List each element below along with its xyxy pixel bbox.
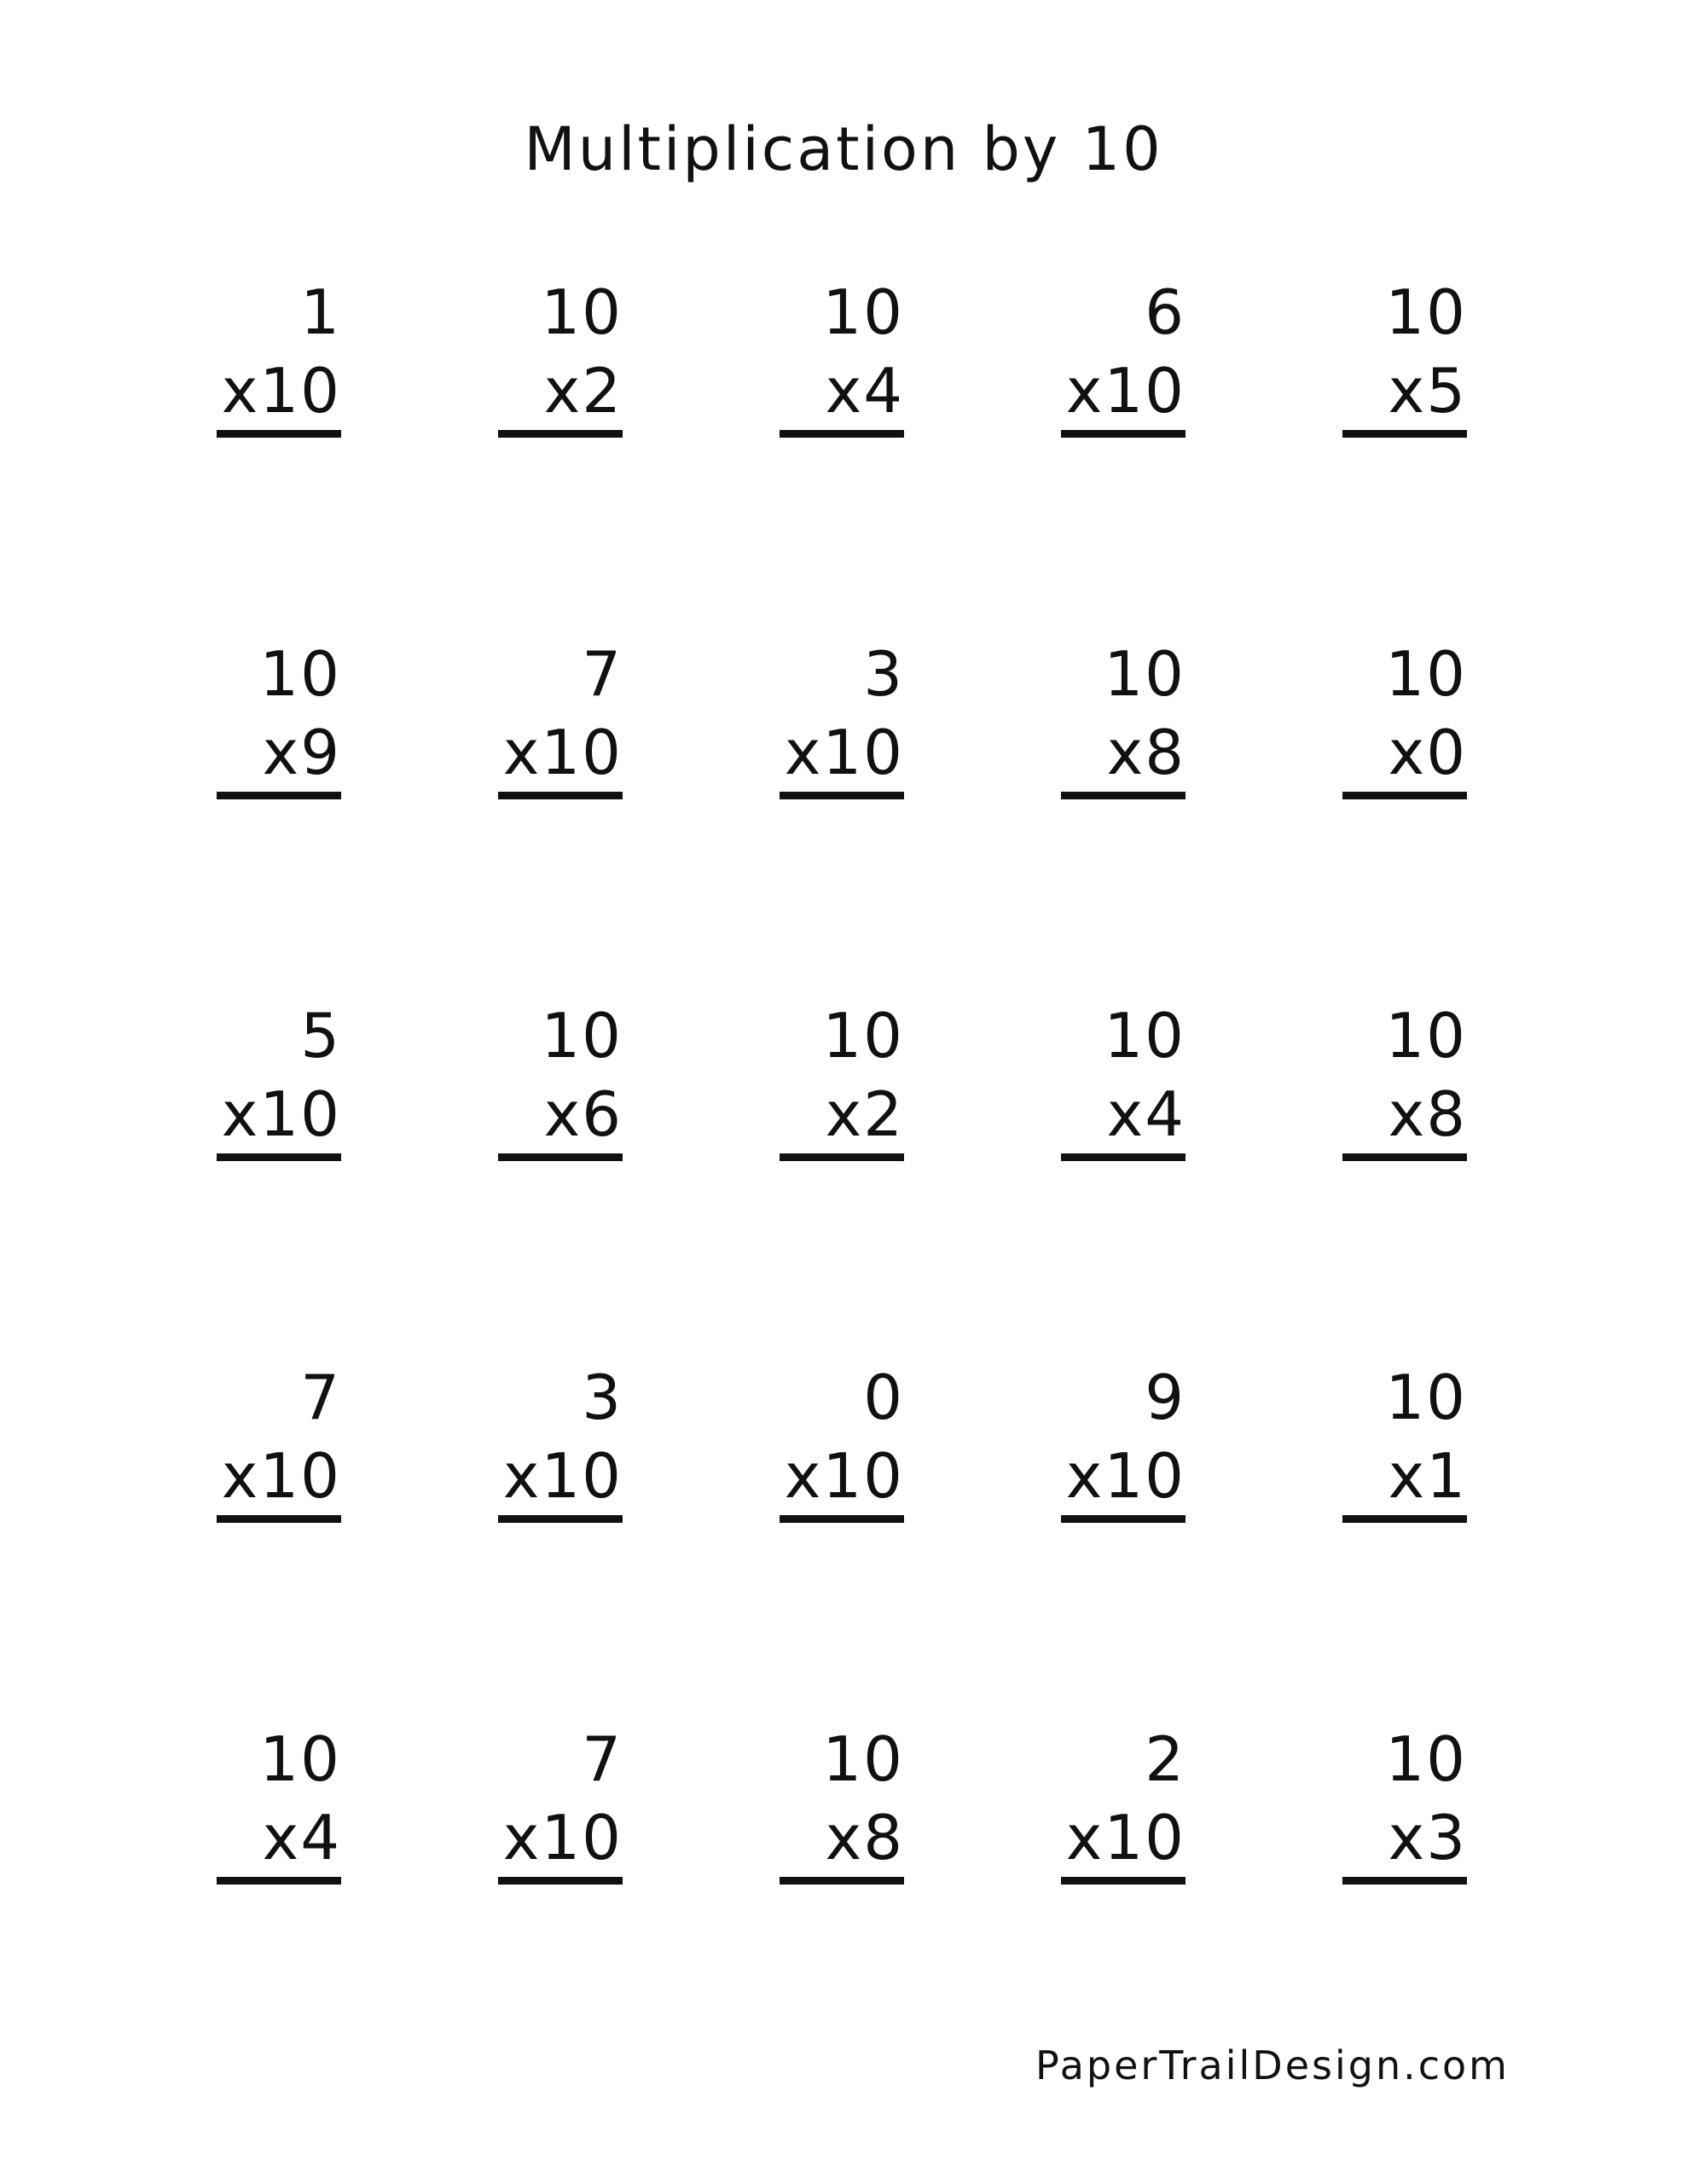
problem — [1061, 1362, 1186, 1534]
problem — [1061, 276, 1186, 449]
top-number: 5 — [300, 1000, 341, 1072]
answer-line — [1342, 430, 1467, 438]
multiplier: x0 — [1388, 717, 1467, 788]
multiplier: x1 — [1388, 1440, 1467, 1512]
problem — [498, 1362, 623, 1534]
problem — [780, 276, 904, 449]
problem — [498, 1723, 623, 1896]
multiplier: x4 — [825, 355, 904, 427]
answer-line — [217, 430, 341, 438]
problem — [498, 1000, 623, 1172]
multiplier: x10 — [1065, 1802, 1186, 1873]
problem — [780, 1000, 904, 1172]
problem — [1061, 638, 1186, 810]
top-number: 10 — [1104, 638, 1186, 710]
answer-line — [780, 1153, 904, 1161]
answer-line — [1061, 792, 1186, 799]
top-number: 10 — [822, 276, 904, 348]
problem — [1342, 638, 1467, 810]
top-number: 7 — [582, 1723, 623, 1795]
multiplier: x4 — [1106, 1078, 1186, 1150]
top-number: 10 — [1385, 1723, 1467, 1795]
problem — [1342, 1000, 1467, 1172]
multiplier: x3 — [1388, 1802, 1467, 1873]
top-number: 0 — [863, 1362, 904, 1433]
answer-line — [498, 792, 623, 799]
top-number: 10 — [822, 1000, 904, 1072]
answer-line — [498, 1877, 623, 1885]
multiplier: x6 — [543, 1078, 623, 1150]
problem — [498, 276, 623, 449]
answer-line — [1342, 792, 1467, 799]
problem — [780, 1362, 904, 1534]
answer-line — [1061, 1877, 1186, 1885]
top-number: 10 — [259, 1723, 341, 1795]
multiplier: x10 — [221, 1078, 341, 1150]
top-number: 6 — [1145, 276, 1186, 348]
multiplier: x8 — [1106, 717, 1186, 788]
problem — [217, 1000, 341, 1172]
problem — [1342, 276, 1467, 449]
answer-line — [1061, 430, 1186, 438]
top-number: 10 — [259, 638, 341, 710]
answer-line — [217, 1877, 341, 1885]
problem — [1342, 1362, 1467, 1534]
multiplier: x10 — [502, 1440, 623, 1512]
top-number: 10 — [1385, 276, 1467, 348]
multiplier: x10 — [502, 717, 623, 788]
website-footer: PaperTrailDesign.com — [1035, 2042, 1510, 2088]
answer-line — [780, 430, 904, 438]
answer-line — [1342, 1153, 1467, 1161]
answer-line — [498, 1515, 623, 1523]
top-number: 1 — [300, 276, 341, 348]
top-number: 10 — [1385, 1362, 1467, 1433]
multiplier: x10 — [784, 717, 904, 788]
top-number: 3 — [863, 638, 904, 710]
multiplier: x2 — [543, 355, 623, 427]
top-number: 9 — [1145, 1362, 1186, 1433]
top-number: 7 — [300, 1362, 341, 1433]
problem — [217, 276, 341, 449]
multiplier: x10 — [1065, 1440, 1186, 1512]
answer-line — [217, 1515, 341, 1523]
problem — [780, 1723, 904, 1896]
multiplier: x8 — [825, 1802, 904, 1873]
answer-line — [780, 792, 904, 799]
worksheet-title: Multiplication by 10 — [524, 114, 1163, 184]
top-number: 10 — [541, 276, 623, 348]
multiplier: x10 — [221, 1440, 341, 1512]
answer-line — [1342, 1877, 1467, 1885]
answer-line — [780, 1515, 904, 1523]
answer-line — [1061, 1515, 1186, 1523]
answer-line — [1342, 1515, 1467, 1523]
top-number: 10 — [1385, 638, 1467, 710]
multiplier: x10 — [1065, 355, 1186, 427]
problem — [217, 638, 341, 810]
multiplier: x5 — [1388, 355, 1467, 427]
top-number: 10 — [1385, 1000, 1467, 1072]
top-number: 10 — [1104, 1000, 1186, 1072]
multiplier: x10 — [502, 1802, 623, 1873]
top-number: 2 — [1145, 1723, 1186, 1795]
answer-line — [498, 430, 623, 438]
problem — [498, 638, 623, 810]
multiplier: x10 — [784, 1440, 904, 1512]
multiplier: x10 — [221, 355, 341, 427]
problem — [780, 638, 904, 810]
problem — [1342, 1723, 1467, 1896]
answer-line — [1061, 1153, 1186, 1161]
top-number: 10 — [541, 1000, 623, 1072]
problem — [217, 1723, 341, 1896]
answer-line — [498, 1153, 623, 1161]
answer-line — [217, 792, 341, 799]
top-number: 3 — [582, 1362, 623, 1433]
answer-line — [780, 1877, 904, 1885]
problem — [217, 1362, 341, 1534]
problem — [1061, 1723, 1186, 1896]
multiplier: x9 — [262, 717, 341, 788]
multiplier: x2 — [825, 1078, 904, 1150]
multiplier: x4 — [262, 1802, 341, 1873]
top-number: 10 — [822, 1723, 904, 1795]
answer-line — [217, 1153, 341, 1161]
top-number: 7 — [582, 638, 623, 710]
multiplier: x8 — [1388, 1078, 1467, 1150]
problem — [1061, 1000, 1186, 1172]
